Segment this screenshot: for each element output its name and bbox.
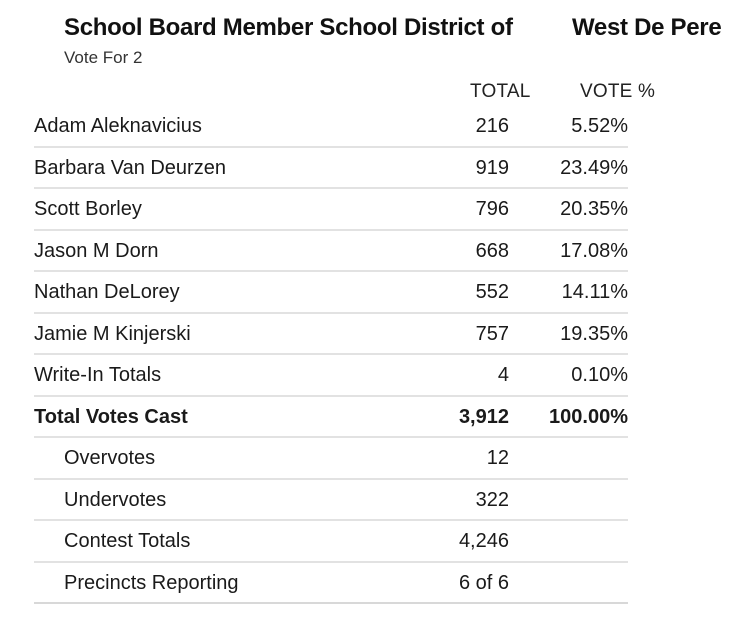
contest-totals-row: [34, 521, 628, 563]
table-row: [34, 106, 628, 148]
table-row: [34, 272, 628, 314]
total-votes-count: 3,912: [458, 405, 509, 428]
contest-title: [64, 14, 722, 42]
contest-totals-count: 4,246: [458, 530, 509, 552]
total-votes-label: Total Votes Cast: [34, 405, 188, 428]
column-header-total: TOTAL: [470, 81, 531, 102]
table-row: [34, 189, 628, 231]
write-in-total: 4: [497, 364, 509, 386]
results-table: [34, 106, 628, 604]
precincts-reporting-row: [34, 563, 628, 605]
table-row: [34, 231, 628, 273]
contest-title-text: School Board Member School District of: [64, 14, 513, 41]
candidate-name: Jason M Dorn: [34, 239, 159, 262]
write-in-label: Write-In Totals: [34, 364, 162, 386]
candidate-percent: 19.35%: [560, 322, 628, 345]
total-votes-row: [34, 397, 628, 439]
district-name: West De Pere: [572, 14, 722, 41]
undervotes-count: 322: [475, 488, 509, 511]
overvotes-label: Overvotes: [64, 447, 156, 469]
candidate-percent: 14.11%: [561, 281, 628, 303]
table-row: [34, 314, 628, 356]
column-header-vote-percent: VOTE %: [580, 81, 656, 102]
candidate-total: 668: [475, 239, 509, 262]
candidate-percent: 5.52%: [571, 115, 628, 137]
precincts-reporting-label: Precincts Reporting: [64, 571, 239, 594]
candidate-name: Jamie M Kinjerski: [34, 322, 191, 345]
undervotes-row: [34, 480, 628, 522]
total-votes-percent: 100.00%: [549, 405, 628, 428]
candidate-name: Barbara Van Deurzen: [34, 156, 226, 179]
write-in-percent: 0.10%: [571, 364, 628, 386]
table-row: [34, 355, 628, 397]
candidate-name: Adam Aleknavicius: [34, 115, 202, 137]
candidate-name: Scott Borley: [34, 198, 142, 220]
candidate-percent: 17.08%: [560, 239, 628, 262]
precincts-reporting-count: 6 of 6: [458, 571, 509, 594]
undervotes-label: Undervotes: [64, 488, 167, 511]
overvotes-row: [34, 438, 628, 480]
candidate-total: 919: [475, 156, 509, 179]
overvotes-count: 12: [486, 447, 509, 469]
contest-totals-label: Contest Totals: [64, 530, 191, 552]
candidate-total: 796: [475, 198, 509, 220]
vote-for-label: Vote For 2: [64, 48, 143, 67]
candidate-total: 216: [475, 115, 509, 137]
candidate-name: Nathan DeLorey: [34, 281, 180, 303]
table-row: [34, 148, 628, 190]
candidate-percent: 20.35%: [560, 198, 628, 220]
candidate-total: 552: [475, 281, 509, 303]
candidate-total: 757: [475, 322, 509, 345]
candidate-percent: 23.49%: [560, 156, 628, 179]
